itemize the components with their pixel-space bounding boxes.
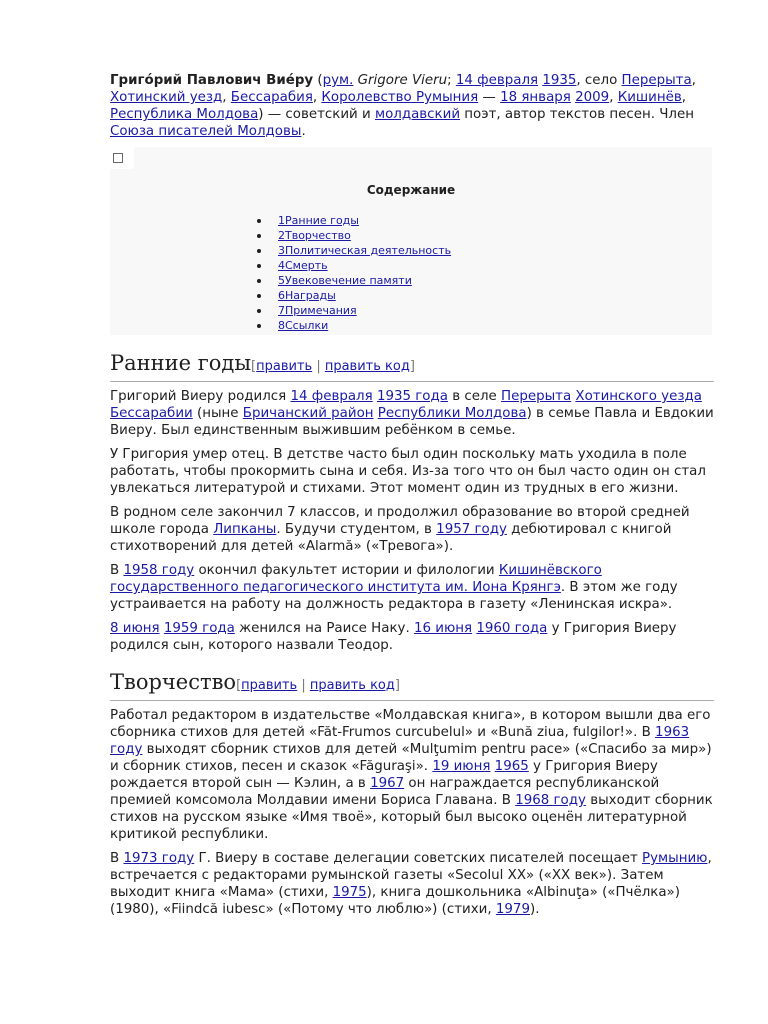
link[interactable]: 19 июня xyxy=(432,759,491,774)
link[interactable]: Бричанский район xyxy=(242,406,374,421)
link-kingdom[interactable]: Королевство Румыния xyxy=(321,90,479,105)
toc-title: Содержание xyxy=(366,183,456,197)
heading-text: Творчество xyxy=(110,670,237,694)
toc-list xyxy=(255,213,451,333)
early-paragraph-2: У Григория умер отец. В детстве часто был один поскольку мать уходила в поле работать, чтобы прокормить сына и себя. Из-за того что он был часто один он стал увлекаться литературой и стихами. Этот момент один из трудных в его жизни. xyxy=(110,447,706,496)
link[interactable]: Хотинского уезда xyxy=(575,389,702,404)
table-of-contents xyxy=(110,147,712,335)
link-moldova[interactable]: Республика Молдова xyxy=(110,107,259,122)
edit-link[interactable]: править xyxy=(241,678,298,693)
link[interactable]: Румынию xyxy=(642,851,708,866)
link-bessarabia[interactable]: Бессарабия xyxy=(230,90,313,105)
edit-link[interactable]: править xyxy=(256,359,313,374)
section-heading-early-years xyxy=(110,349,714,382)
link[interactable]: Кишинёвского государственного педагогического института им. Иона Крянгэ xyxy=(110,563,602,595)
toc-item xyxy=(255,303,451,318)
link[interactable]: 1979 xyxy=(495,902,530,917)
link[interactable]: 1935 года xyxy=(376,389,448,404)
early-paragraph-4: В 1958 году окончил факультет истории и филологии Кишинёвского государственного педагогического института им. Иона Крянгэ. В этом же году устраивается на работу на должность редактора в газету «Ленинская искра». xyxy=(110,563,678,612)
link-uezd[interactable]: Хотинский уезд xyxy=(110,90,223,105)
link[interactable]: 1960 года xyxy=(476,621,548,636)
text: ; xyxy=(447,73,456,88)
link[interactable]: 1959 года xyxy=(163,621,235,636)
text: , село xyxy=(576,73,622,88)
edit-links: [править | править код] xyxy=(251,359,415,374)
toc-item xyxy=(255,243,451,258)
heading-text: Ранние годы xyxy=(110,351,252,375)
link-death-date[interactable]: 18 января xyxy=(500,90,571,105)
link[interactable]: 1957 году xyxy=(436,522,507,537)
text: , xyxy=(681,90,687,105)
link-rum[interactable]: рум. xyxy=(322,73,354,88)
toc-link-awards[interactable]: 6Награды xyxy=(278,289,336,302)
link-moldavian[interactable]: молдавский xyxy=(374,107,461,122)
early-paragraph-1: Григорий Виеру родился 14 февраля 1935 года в селе Перерыта Хотинского уезда Бессарабии (ныне Бричанский район Республики Молдова) в семье Павла и Евдокии Виеру. Был единственным выжившим ребёнком в семье. xyxy=(110,389,714,438)
toc-link-links[interactable]: 8Ссылки xyxy=(278,319,329,332)
link-death-year[interactable]: 2009 xyxy=(575,90,610,105)
toc-link-memory[interactable]: 5Увековечение памяти xyxy=(278,274,412,287)
link[interactable]: 8 июня xyxy=(110,621,160,636)
toc-link-work[interactable]: 2Творчество xyxy=(278,229,351,242)
link[interactable]: Перерыта xyxy=(501,389,572,404)
text: , xyxy=(609,90,618,105)
romanian-name: Grigore Vieru xyxy=(353,73,448,88)
link[interactable]: 1965 xyxy=(494,759,529,774)
edit-code-link[interactable]: править код xyxy=(309,678,395,693)
early-paragraph-3: В родном селе закончил 7 классов, и продолжил образование во второй средней школе города Липканы. Будучи студентом, в 1957 году дебютировал с книгой стихотворений для детей «Alarmă» («Тревога»). xyxy=(110,505,690,554)
text: поэт, автор текстов песен. Член xyxy=(460,107,694,122)
toc-item xyxy=(255,318,451,333)
toc-link-death[interactable]: 4Смерть xyxy=(278,259,328,272)
link-birth-date[interactable]: 14 февраля xyxy=(455,73,539,88)
intro-paragraph xyxy=(110,72,714,140)
checkbox-icon xyxy=(113,153,123,163)
link-birth-year[interactable]: 1935 xyxy=(542,73,577,88)
link[interactable]: Липканы xyxy=(213,522,277,537)
text: ) — советский и xyxy=(258,107,375,122)
link[interactable]: 1973 году xyxy=(123,851,195,866)
link-chisinau[interactable]: Кишинёв xyxy=(617,90,682,105)
toc-item xyxy=(255,288,451,303)
link[interactable]: Бессарабии xyxy=(110,406,193,421)
text: , xyxy=(222,90,231,105)
text: , xyxy=(691,73,696,88)
link[interactable]: 1967 xyxy=(370,776,405,791)
toc-item xyxy=(255,273,451,288)
work-paragraph-2: В 1973 году Г. Виеру в составе делегации советских писателей посещает Румынию, встречается с редакторами румынской газеты «Secolul XX» («XX век»). Затем выходит книга «Мама» (стихи, 1975), книга дошкольника «Albinuţa» («Пчёлка») (1980), «Fiindcă iubesc» («Потому что люблю») (стихи, 1979). xyxy=(110,851,712,917)
edit-code-link[interactable]: править код xyxy=(324,359,410,374)
link[interactable]: 16 июня xyxy=(413,621,473,636)
link[interactable]: 1958 году xyxy=(123,563,195,578)
text: ( xyxy=(313,73,323,88)
link[interactable]: 1968 году xyxy=(515,793,586,808)
toc-link-politics[interactable]: 3Политическая деятельность xyxy=(278,244,452,257)
link-writers-union[interactable]: Союза писателей Молдовы xyxy=(110,124,302,139)
text: . xyxy=(301,124,306,139)
toc-item xyxy=(255,258,451,273)
article-content xyxy=(110,70,714,925)
text: — xyxy=(478,90,501,105)
toc-link-early-years[interactable]: 1Ранние годы xyxy=(278,214,359,227)
toc-item xyxy=(255,213,451,228)
toc-item xyxy=(255,228,451,243)
section-heading-work xyxy=(110,668,714,701)
link[interactable]: 14 февраля xyxy=(290,389,373,404)
toc-link-notes[interactable]: 7Примечания xyxy=(278,304,357,317)
work-paragraph-1: Работал редактором в издательстве «Молдавская книга», в котором вышли два его сборника стихов для детей «Făt-Frumos curcubelul» и «Bună ziua, fulgilor!». В 1963 году выходят сборник стихов для детей «Mulţumim pentru pace» («Спасибо за мир») и сборник стихов, песен и сказок «Făguraşi». 19 июня 1965 у Григория Виеру рождается второй сын — Кэлин, а в 1967 он награждается республиканской премией комсомола Молдавии имени Бориса Главана. В 1968 году выходит сборник стихов на русском языке «Имя твоё», который был высоко оценён литературной критикой республики. xyxy=(110,708,713,842)
article-subject-name: Григо́рий Павлович Вие́ру xyxy=(110,73,314,88)
link[interactable]: 1975 xyxy=(332,885,367,900)
link-village[interactable]: Перерыта xyxy=(621,73,692,88)
link[interactable]: Республики Молдова xyxy=(377,406,527,421)
early-paragraph-5: 8 июня 1959 года женился на Раисе Наку. 16 июня 1960 года у Григория Виеру родился сын, которого назвали Теодор. xyxy=(110,621,677,653)
toc-toggle-checkbox[interactable] xyxy=(110,147,134,169)
text: , xyxy=(312,90,322,105)
edit-links: [править | править код] xyxy=(236,678,400,693)
link[interactable]: 1963 году xyxy=(110,725,690,757)
